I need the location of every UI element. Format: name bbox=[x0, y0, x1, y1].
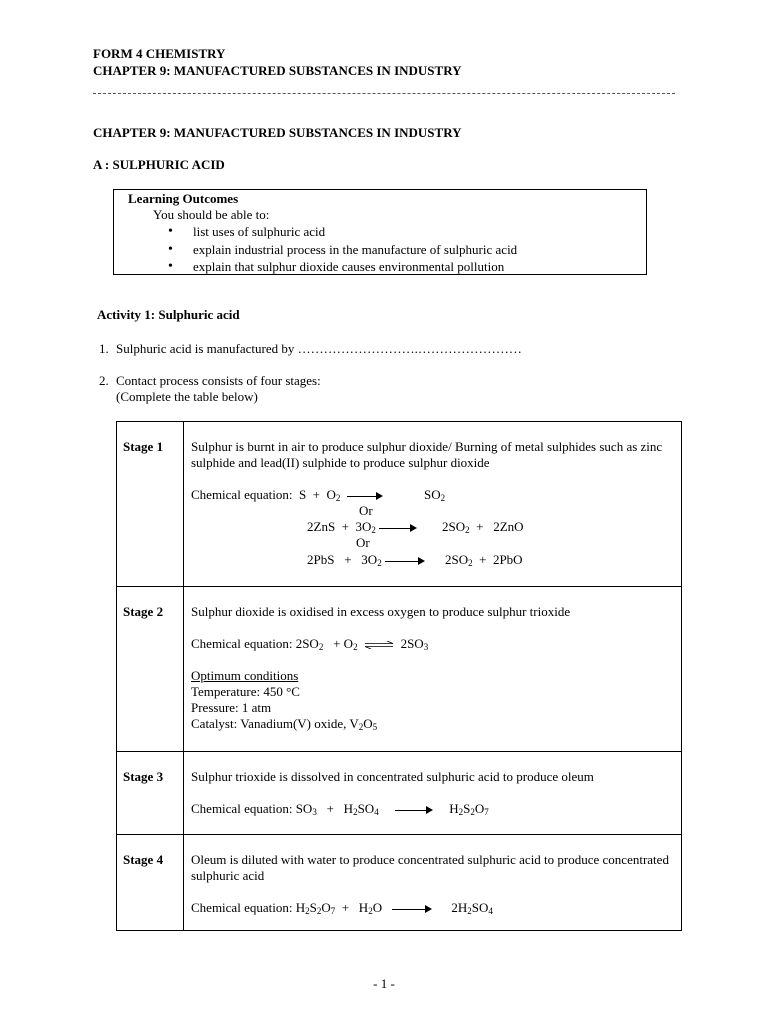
header-line-1: FORM 4 CHEMISTRY bbox=[93, 46, 226, 61]
or-label: Or bbox=[356, 535, 370, 550]
question-2-text: Contact process consists of four stages: bbox=[116, 373, 321, 388]
learning-outcome-item: • list uses of sulphuric acid bbox=[168, 223, 517, 241]
stage-body bbox=[184, 422, 682, 587]
stage-description: Oleum is diluted with water to produce concentrated sulphuric acid to produce concentrated sulphuric acid bbox=[191, 852, 669, 883]
stage-body bbox=[184, 587, 682, 752]
arrow-icon bbox=[347, 492, 383, 500]
chapter-title: CHAPTER 9: MANUFACTURED SUBSTANCES IN INDUSTRY bbox=[93, 125, 462, 140]
arrow-icon bbox=[392, 905, 432, 913]
optimum-conditions-title: Optimum conditions bbox=[191, 668, 299, 683]
stage-body bbox=[184, 752, 682, 835]
stage-label: Stage 4 bbox=[117, 835, 184, 931]
equation-product: $SO_2$ bbox=[424, 487, 446, 503]
equation-prefix: Chemical equation: bbox=[191, 801, 293, 816]
chemical-equation: $2PbS + 3O_2$ bbox=[307, 552, 425, 568]
table-row bbox=[117, 752, 682, 835]
stage-description: Sulphur is burnt in air to produce sulphur dioxide/ Burning of metal sulphides such as zinc sulphide and lead(II) sulphide to produce sulphur dioxide bbox=[191, 439, 663, 470]
equation-product: $2SO_2 + 2PbO$ bbox=[445, 552, 523, 568]
arrow-icon bbox=[395, 806, 433, 814]
stage-body bbox=[184, 835, 682, 931]
page-number: - 1 - bbox=[373, 976, 395, 991]
question-2-note: (Complete the table below) bbox=[116, 389, 258, 404]
catalyst-condition: Catalyst: Vanadium(V) oxide, $V_2O_5$ bbox=[191, 716, 378, 732]
stage-label: Stage 2 bbox=[117, 587, 184, 752]
equilibrium-arrow-icon bbox=[364, 641, 394, 649]
catalyst-text: Catalyst: Vanadium(V) oxide, V bbox=[191, 716, 359, 731]
activity-title: Activity 1: Sulphuric acid bbox=[97, 307, 240, 322]
chemical-equation: $2ZnS + 3O_2$ bbox=[307, 519, 417, 535]
chemical-equation-block bbox=[191, 487, 673, 585]
temperature-condition: Temperature: 450 °C bbox=[191, 684, 300, 699]
table-row bbox=[117, 587, 682, 752]
learning-outcome-item: • explain that sulphur dioxide causes environmental pollution bbox=[168, 258, 517, 276]
chemical-equation: Chemical equation: $S + O_2$ bbox=[191, 487, 383, 503]
arrow-icon bbox=[385, 557, 425, 565]
chemical-equation: Chemical equation: $H_2S_2O_7 + H_2O$ $2H_2SO_4$ bbox=[191, 900, 493, 916]
contact-process-table bbox=[116, 421, 682, 931]
chemical-equation: Chemical equation: $SO_3 + H_2SO_4$ $H_2S_2O_7$ bbox=[191, 801, 489, 817]
learning-outcomes-title: Learning Outcomes bbox=[128, 191, 239, 206]
pressure-condition: Pressure: 1 atm bbox=[191, 700, 272, 715]
chemical-equation: Chemical equation: $2SO_2 + O_2$ $2SO_3$ bbox=[191, 636, 429, 652]
question-1-number: 1. bbox=[99, 341, 109, 356]
stage-label: Stage 1 bbox=[117, 422, 184, 587]
equation-prefix: Chemical equation: bbox=[191, 900, 293, 915]
question-1-text: Sulphuric acid is manufactured by ……………………….…………………… bbox=[116, 341, 522, 356]
learning-outcomes-box bbox=[113, 189, 647, 275]
equation-prefix: Chemical equation: bbox=[191, 487, 293, 502]
table-row bbox=[117, 835, 682, 931]
learning-outcome-item: • explain industrial process in the manufacture of sulphuric acid bbox=[168, 241, 517, 259]
stage-description: Sulphur trioxide is dissolved in concentrated sulphuric acid to produce oleum bbox=[191, 769, 594, 784]
learning-outcomes-intro: You should be able to: bbox=[153, 207, 270, 222]
equation-product: $2SO_2 + 2ZnO$ bbox=[442, 519, 524, 535]
equation-prefix: Chemical equation: bbox=[191, 636, 293, 651]
question-2-number: 2. bbox=[99, 373, 109, 388]
stage-description: Sulphur dioxide is oxidised in excess oxygen to produce sulphur trioxide bbox=[191, 604, 571, 619]
arrow-icon bbox=[379, 524, 417, 532]
stage-label: Stage 3 bbox=[117, 752, 184, 835]
header-line-2: CHAPTER 9: MANUFACTURED SUBSTANCES IN INDUSTRY bbox=[93, 63, 462, 78]
section-title: A : SULPHURIC ACID bbox=[93, 157, 225, 172]
table-row bbox=[117, 422, 682, 587]
or-label: Or bbox=[359, 503, 373, 518]
learning-outcomes-list bbox=[168, 223, 517, 276]
header-divider bbox=[93, 93, 675, 94]
